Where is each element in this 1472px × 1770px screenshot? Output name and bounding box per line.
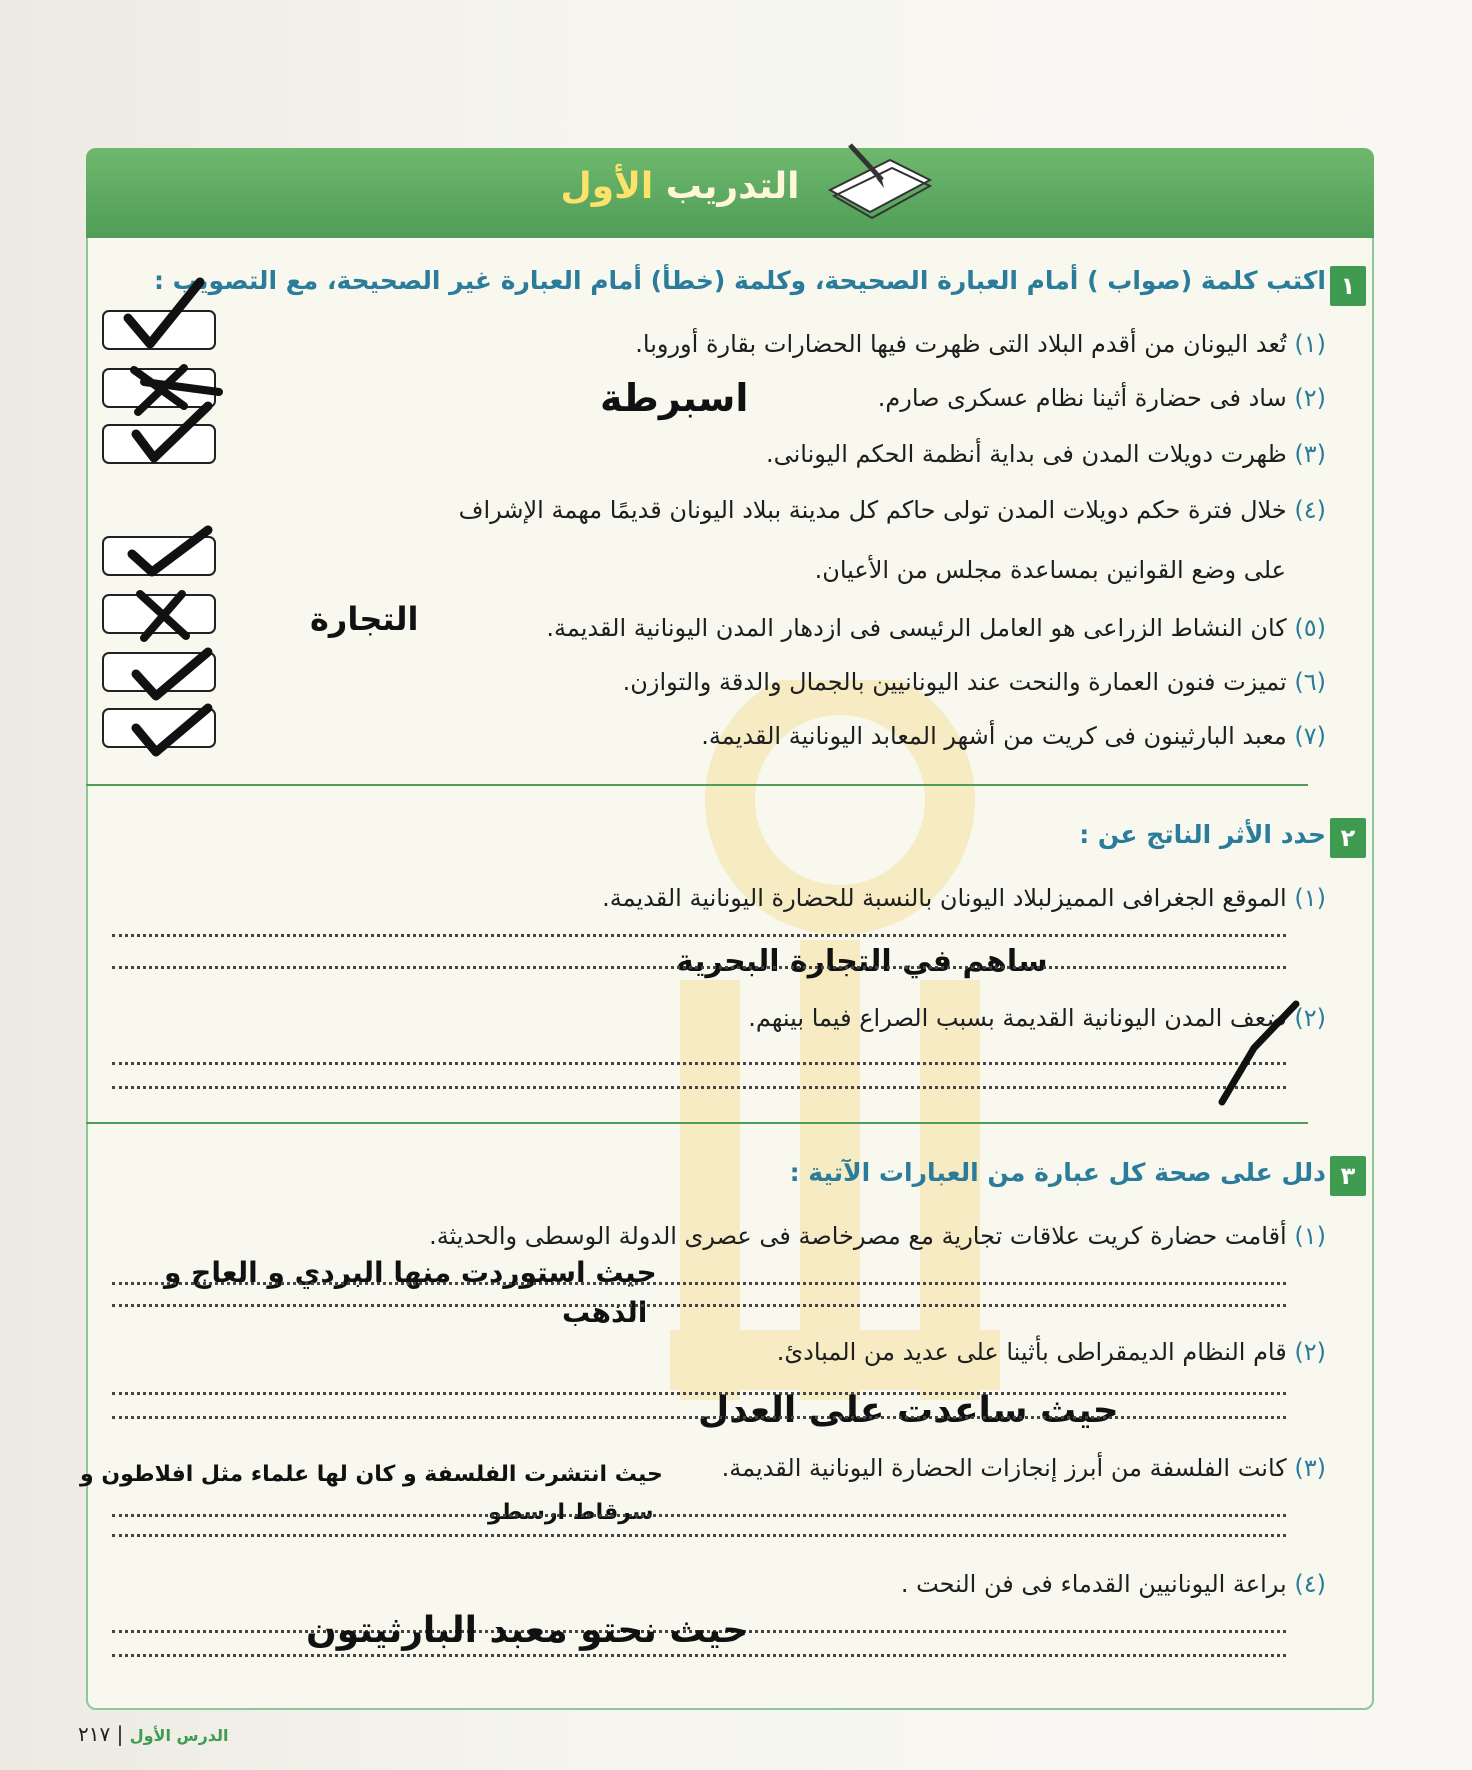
check-mark-icon — [128, 644, 218, 704]
answer-line[interactable] — [112, 1416, 1286, 1419]
title-part-1: التدريب — [665, 166, 800, 207]
answer-line[interactable] — [112, 1062, 1286, 1065]
handwritten-answer-s3-2: حيث ساعدت على العدل — [698, 1390, 1119, 1431]
answer-line[interactable] — [112, 1086, 1286, 1089]
item-text: خلال فترة حكم دويلات المدن تولى حاكم كل مدينة ببلاد اليونان قديمًا مهمة الإشراف — [458, 496, 1287, 524]
item-text: ساد فى حضارة أثينا نظام عسكرى صارم. — [877, 384, 1287, 412]
item-text: الموقع الجغرافى المميزلبلاد اليونان بالنسبة للحضارة اليونانية القديمة. — [602, 884, 1287, 912]
item-text: تميزت فنون العمارة والنحت عند اليونانيين بالجمال والدقة والتوازن. — [622, 668, 1287, 696]
s2-item-1 — [602, 884, 1326, 912]
item-text: ظهرت دويلات المدن فى بداية أنظمة الحكم اليونانى. — [765, 440, 1287, 468]
cross-mark-icon — [130, 588, 200, 644]
item-number: (٧) — [1294, 722, 1326, 750]
page-footer — [78, 1722, 229, 1746]
s1-item-2 — [878, 384, 1326, 412]
section-3-title: دلل على صحة كل عبارة من العبارات الآتية : — [789, 1158, 1326, 1187]
section-1-title: اكتب كلمة (صواب ) أمام العبارة الصحيحة، وكلمة (خطأ) أمام العبارة غير الصحيحة، مع التصويب : — [153, 266, 1326, 295]
item-number: (٣) — [1294, 440, 1326, 468]
section-2-badge: ٢ — [1330, 818, 1366, 858]
answer-line[interactable] — [112, 1654, 1286, 1657]
slash-mark-icon — [1214, 998, 1304, 1108]
item-text: معبد البارثينون فى كريت من أشهر المعابد اليونانية القديمة. — [701, 722, 1287, 750]
item-text: كانت الفلسفة من أبرز إنجازات الحضارة اليونانية القديمة. — [721, 1454, 1287, 1482]
handwritten-correction-5: التجارة — [310, 600, 419, 638]
handwritten-answer-s3-1b: الذهب — [562, 1296, 648, 1329]
check-mark-icon — [128, 700, 218, 760]
answer-line[interactable] — [112, 934, 1286, 937]
item-text: أقامت حضارة كريت علاقات تجارية مع مصرخاصة فى عصرى الدولة الوسطى والحديثة. — [429, 1222, 1287, 1250]
page-number: ٢١٧ — [78, 1722, 111, 1746]
item-number: (٢) — [1294, 384, 1326, 412]
answer-line[interactable] — [112, 1534, 1286, 1537]
s1-item-4-cont — [815, 556, 1286, 584]
item-text: براعة اليونانيين القدماء فى فن النحت . — [900, 1570, 1287, 1598]
item-number: (٤) — [1294, 1570, 1326, 1598]
answer-line[interactable] — [112, 1514, 1286, 1517]
handwritten-answer-s3-3b: سرقاط ارسطو — [488, 1500, 654, 1525]
section-divider — [86, 784, 1308, 786]
handwritten-answer-s3-3a: حيث انتشرت الفلسفة و كان لها علماء مثل افلاطون و — [80, 1462, 663, 1487]
item-number: (٢) — [1294, 1338, 1326, 1366]
check-mark-icon — [120, 276, 210, 356]
item-number: (١) — [1294, 884, 1326, 912]
answer-line[interactable] — [112, 966, 1286, 969]
item-text: تُعد اليونان من أقدم البلاد التى ظهرت فيها الحضارات بقارة أوروبا. — [635, 330, 1287, 358]
s1-item-3 — [766, 440, 1326, 468]
answer-line[interactable] — [112, 1282, 1286, 1285]
section-3-badge: ٣ — [1330, 1156, 1366, 1196]
handwritten-answer-s3-1a: حيث استوردت منها البردي و العاج و — [164, 1256, 657, 1289]
item-number: (٤) — [1294, 496, 1326, 524]
section-divider — [86, 1122, 1308, 1124]
item-text: قام النظام الديمقراطى بأثينا على عديد من المبادئ. — [776, 1338, 1287, 1366]
item-text: ضعف المدن اليونانية القديمة بسبب الصراع فيما بينهم. — [748, 1004, 1287, 1032]
handwritten-correction-2: اسبرطة — [600, 376, 749, 420]
item-text: على وضع القوانين بمساعدة مجلس من الأعيان. — [814, 556, 1286, 584]
handwritten-answer-s3-4: حيث نحتو معبد البارثيتون — [306, 1610, 749, 1651]
item-number: (٥) — [1294, 614, 1326, 642]
answer-line[interactable] — [112, 1304, 1286, 1307]
s1-item-1 — [635, 330, 1326, 358]
s1-item-4 — [459, 496, 1326, 524]
item-number: (١) — [1294, 330, 1326, 358]
title-part-2: الأول — [560, 166, 654, 207]
footer-lesson: الدرس الأول — [129, 1726, 229, 1745]
item-number: (٦) — [1294, 668, 1326, 696]
section-1-badge: ١ — [1330, 266, 1366, 306]
s3-item-1 — [429, 1222, 1326, 1250]
paper-pen-icon — [820, 140, 940, 220]
footer-separator: | — [110, 1722, 124, 1746]
s3-item-3 — [722, 1454, 1326, 1482]
exercise-title — [560, 166, 800, 207]
s3-item-4 — [901, 1570, 1326, 1598]
item-number: (٣) — [1294, 1454, 1326, 1482]
s1-item-5 — [546, 614, 1326, 642]
s1-item-6 — [623, 668, 1326, 696]
handwritten-answer-s2-1: ساهم في التجارة البحرية — [676, 944, 1048, 979]
section-2-title: حدد الأثر الناتج عن : — [1079, 820, 1326, 849]
item-number: (٢) — [1294, 1004, 1326, 1032]
s3-item-2 — [777, 1338, 1326, 1366]
check-mark-icon — [128, 400, 218, 470]
s1-item-7 — [701, 722, 1326, 750]
item-number: (١) — [1294, 1222, 1326, 1250]
check-mark-icon — [124, 522, 214, 582]
item-text: كان النشاط الزراعى هو العامل الرئيسى فى ازدهار المدن اليونانية القديمة. — [546, 614, 1287, 642]
